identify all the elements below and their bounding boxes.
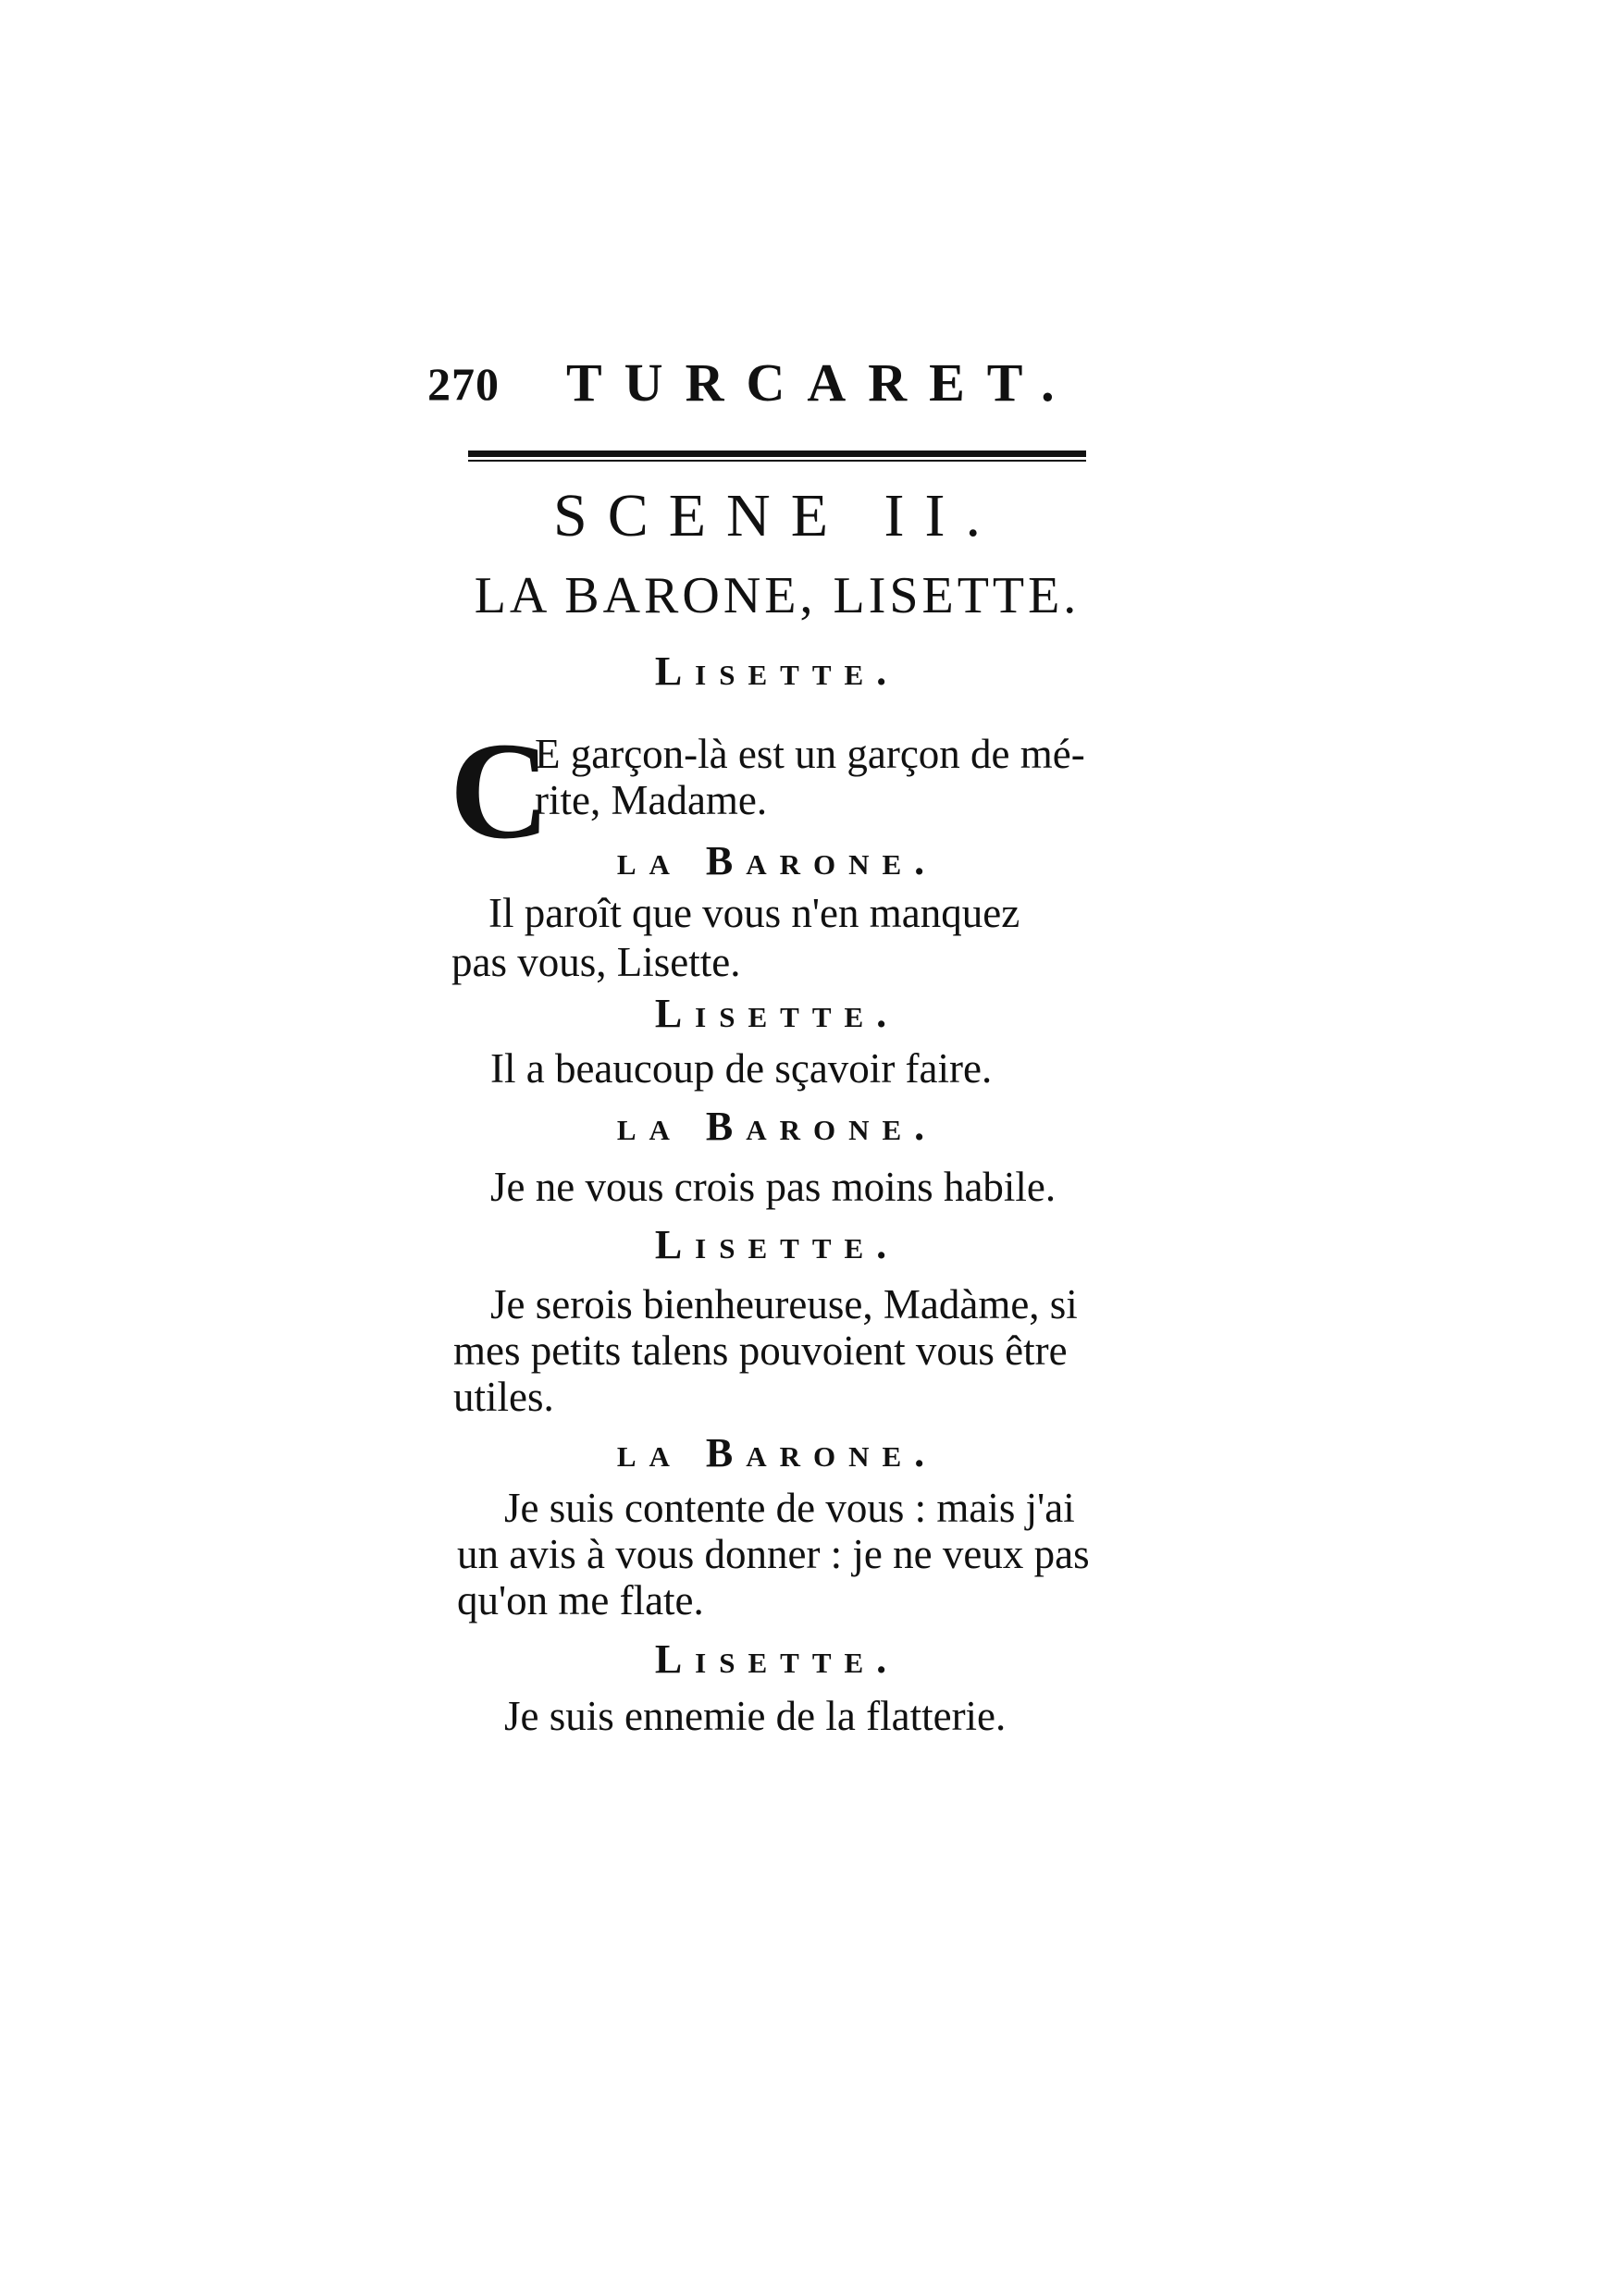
header-rule-thick: [468, 451, 1086, 457]
dialogue-line: un avis à vous donner : je ne veux pas: [457, 1531, 1090, 1577]
dialogue-line: rite, Madame.: [535, 777, 768, 823]
scene-characters: LA BARONE, LISETTE.: [474, 567, 1081, 624]
speaker-name: la Barone.: [616, 1104, 938, 1149]
speaker-name: la Barone.: [616, 1430, 938, 1475]
scene-title: SCENE II.: [553, 482, 1001, 549]
speaker-name: Lisette.: [654, 1636, 900, 1682]
speaker-name: Lisette.: [654, 1222, 900, 1267]
page-number: 270: [427, 358, 500, 410]
dialogue-line: qu'on me flate.: [457, 1577, 704, 1623]
dialogue-line: utiles.: [453, 1374, 554, 1420]
dialogue-line: Je ne vous crois pas moins habile.: [490, 1164, 1057, 1210]
speaker-name: Lisette.: [654, 991, 900, 1036]
speaker-name: Lisette.: [654, 648, 900, 694]
dialogue-line: Il a beaucoup de sçavoir faire.: [490, 1045, 993, 1092]
dialogue-line: mes petits talens pouvoient vous être: [453, 1327, 1068, 1374]
dialogue-line: Il paroît que vous n'en manquez: [488, 890, 1020, 936]
page-header: [427, 352, 1094, 426]
dialogue-line: Je suis ennemie de la flatterie.: [504, 1693, 1007, 1739]
header-rule-thin: [468, 460, 1086, 462]
speaker-name: la Barone.: [616, 838, 938, 883]
dialogue-line: pas vous, Lisette.: [451, 939, 741, 985]
running-title: TURCARET.: [566, 352, 1077, 413]
dialogue-line: E garçon-là est un garçon de mé-: [535, 731, 1085, 777]
drop-cap: C: [450, 714, 550, 868]
dialogue-line: Je serois bienheureuse, Madàme, si: [490, 1281, 1078, 1327]
dialogue-line: Je suis contente de vous : mais j'ai: [504, 1485, 1075, 1531]
